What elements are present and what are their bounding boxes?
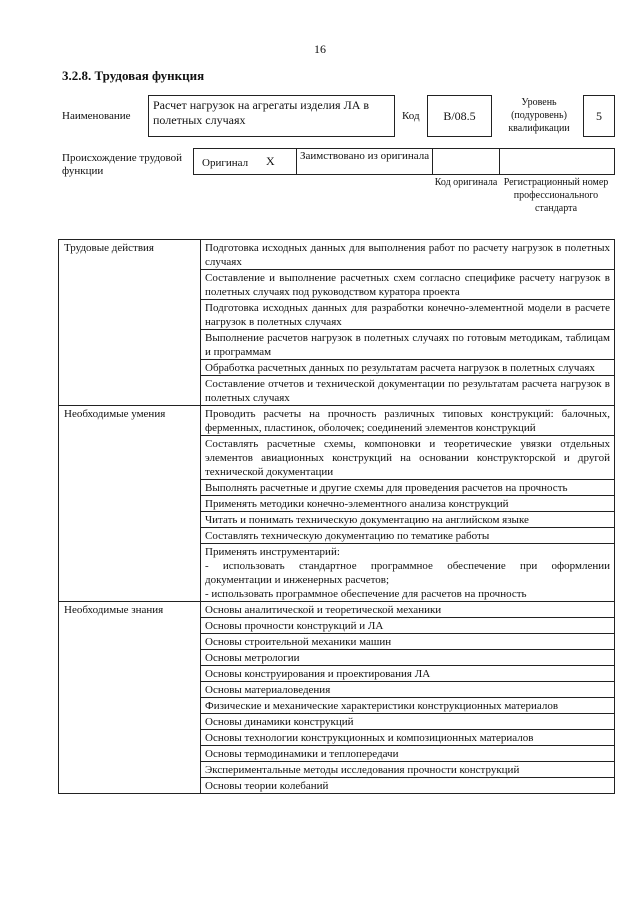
table-item: Проводить расчеты на прочность различных типовых конструкций: балочных, ферменных, пластинок, оболочек; соединений элементов конструкций [201,406,615,436]
section-heading: Трудовые действия [59,240,201,406]
origin-label: Происхождение трудовой функции [62,152,183,177]
table-item: Экспериментальные методы исследования прочности конструкций [201,762,615,778]
name-value: Расчет нагрузок на агрегаты изделия ЛА в полетных случаях [153,98,370,127]
reg-number-label: Регистрационный номер профессионального стандарта [503,177,609,214]
table-item: Основы материаловедения [201,682,615,698]
table-item: Подготовка исходных данных для разработки конечно-элементной модели в расчете нагрузок в полетных случаях [201,300,615,330]
table-item: Применять инструментарий: - использовать стандартное программное обеспечение при оформлении документации и инженерных расчетов; - использовать программное обеспечение для расчетов на прочность [201,544,615,602]
table-item: Составление и выполнение расчетных схем согласно специфике расчету нагрузок в полетных случаях под руководством куратора проекта [201,270,615,300]
name-value-box [148,95,395,137]
level-value: 5 [596,109,602,123]
borrowed-label: Заимствовано из оригинала [300,150,430,162]
table-item: Читать и понимать техническую документацию на английском языке [201,512,615,528]
table-item: Обработка расчетных данных по результатам расчета нагрузок в полетных случаях [201,360,615,376]
section-heading: Необходимые знания [59,602,201,794]
page-number: 16 [314,42,326,56]
table-item: Подготовка исходных данных для выполнения работ по расчету нагрузок в полетных случаях [201,240,615,270]
table-item: Основы термодинамики и теплопередачи [201,746,615,762]
function-table [58,239,615,794]
table-item: Основы прочности конструкций и ЛА [201,618,615,634]
table-item: Основы аналитической и теоретической механики [201,602,615,618]
code-value-box [427,95,492,137]
table-item: Основы конструирования и проектирования ЛА [201,666,615,682]
section-heading: Необходимые умения [59,406,201,602]
table-item: Основы теории колебаний [201,778,615,794]
divider-1 [296,149,297,174]
table-item: Основы метрологии [201,650,615,666]
name-label: Наименование [62,110,131,122]
table-item: Составлять техническую документацию по тематике работы [201,528,615,544]
table-row [59,240,615,270]
table-item: Основы технологии конструкционных и композиционных материалов [201,730,615,746]
table-row [59,602,615,618]
function-table-body [59,240,615,794]
original-mark: X [266,154,275,168]
table-item: Основы динамики конструкций [201,714,615,730]
table-item: Составлять расчетные схемы, компоновки и теоретические увязки отдельных элементов авиационных конструкций на основании конструкторской и другой технической документации [201,436,615,480]
table-item: Выполнять расчетные и другие схемы для проведения расчетов на прочность [201,480,615,496]
table-item: Применять методики конечно-элементного анализа конструкций [201,496,615,512]
table-item: Основы строительной механики машин [201,634,615,650]
code-value: B/08.5 [443,109,476,123]
table-item: Выполнение расчетов нагрузок в полетных случаях по готовым методикам, таблицам и программам [201,330,615,360]
table-item: Составление отчетов и технической документации по результатам расчета нагрузок в полетных случаях [201,376,615,406]
original-label: Оригинал [202,157,249,169]
origin-table [193,148,615,175]
level-label: Уровень (подуровень) квалификации [508,97,570,134]
section-title: 3.2.8. Трудовая функция [62,68,205,83]
table-row [59,406,615,436]
divider-2 [432,149,433,174]
code-original-label: Код оригинала [434,177,498,188]
level-value-box [583,95,615,137]
code-label: Код [402,110,420,122]
divider-3 [499,149,500,174]
table-item: Физические и механические характеристики конструкционных материалов [201,698,615,714]
